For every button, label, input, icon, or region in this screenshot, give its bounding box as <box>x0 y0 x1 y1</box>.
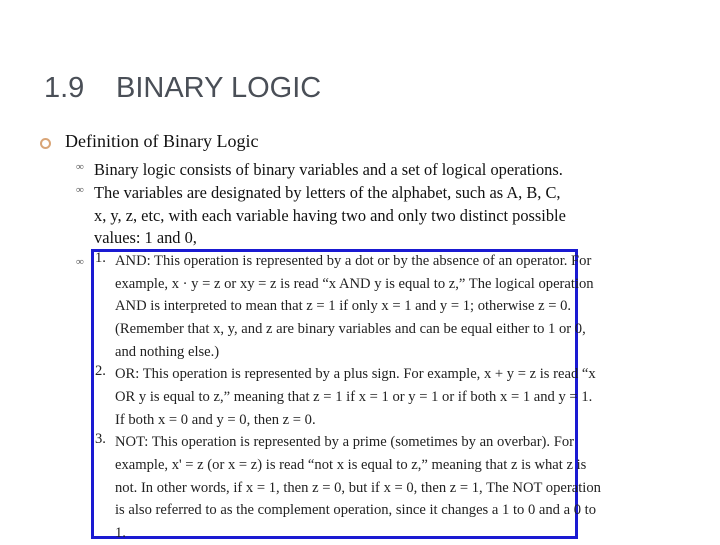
item-line: OR: This operation is represented by a plus sign. For example, x + y = z is read “x <box>115 366 596 383</box>
item-line: example, x' = z (or x = z) is read “not x is equal to z,” meaning that z is what z is <box>115 456 587 473</box>
operation-not <box>94 431 601 544</box>
bullet-icon: ∞ <box>76 161 84 173</box>
item-line: and nothing else.) <box>115 343 220 360</box>
circle-bullet-icon <box>40 138 51 149</box>
bullet-text: Binary logic consists of binary variables and a set of logical operations. <box>94 160 563 179</box>
item-line: AND is interpreted to mean that z = 1 if only x = 1 and y = 1; otherwise z = 0. <box>115 298 572 315</box>
item-line: is also referred to as the complement operation, since it changes a 1 to 0 and a 0 to <box>115 502 597 519</box>
operation-and <box>94 250 594 363</box>
bullet-text: values: 1 and 0, <box>94 228 197 248</box>
item-number: 2. <box>95 363 106 380</box>
operation-or <box>94 363 596 431</box>
heading-text: Definition of Binary Logic <box>65 131 259 151</box>
bullet-text: The variables are designated by letters of the alphabet, such as A, B, C, <box>94 183 561 202</box>
bullet-text: x, y, z, etc, with each variable having two and only two distinct possible <box>94 205 566 225</box>
item-line: NOT: This operation is represented by a prime (sometimes by an overbar). For <box>115 434 574 451</box>
operations-image-box <box>91 249 601 541</box>
item-number: 1. <box>95 250 106 266</box>
item-number: 3. <box>95 431 106 448</box>
slide-title <box>44 72 321 105</box>
section-number: 1.9 <box>44 72 85 104</box>
item-line: (Remember that x, y, and z are binary variables and can be equal either to 1 or 0, <box>115 320 586 337</box>
section-title: BINARY LOGIC <box>116 72 322 104</box>
bullet-icon: ∞ <box>76 184 84 196</box>
item-line: If both x = 0 and y = 0, then z = 0. <box>115 411 316 428</box>
item-line: AND: This operation is represented by a dot or by the absence of an operator. For <box>115 253 592 269</box>
bullet-icon: ∞ <box>76 256 84 268</box>
item-line: 1. <box>115 524 126 541</box>
item-line: not. In other words, if x = 1, then z = 0, but if x = 0, then z = 1, The NOT operation <box>115 479 601 496</box>
item-line: example, x · y = z or xy = z is read “x AND y is equal to z,” The logical operation <box>115 275 594 292</box>
item-line: OR y is equal to z,” meaning that z = 1 if x = 1 or y = 1 or if both x = 1 and y = 1. <box>115 388 593 405</box>
